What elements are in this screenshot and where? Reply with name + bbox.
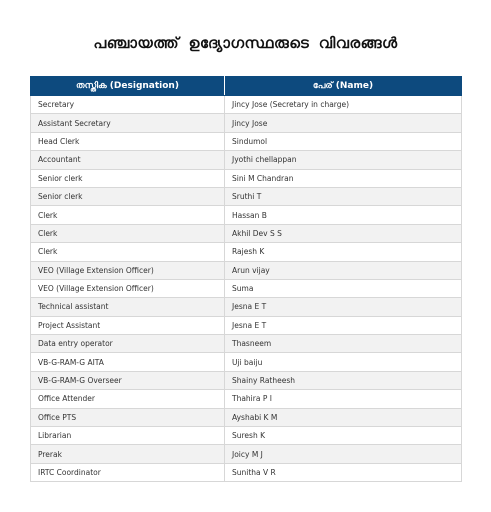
table-row <box>31 408 462 426</box>
name-cell: Jyothi chellappan <box>225 151 462 169</box>
table-row <box>31 243 462 261</box>
designation-cell: Librarian <box>31 427 225 445</box>
name-column-header: പേര് (Name) <box>225 77 462 96</box>
table-row <box>31 335 462 353</box>
name-cell: Rajesh K <box>225 243 462 261</box>
table-row <box>31 206 462 224</box>
table-row <box>31 261 462 279</box>
table-row <box>31 353 462 371</box>
designation-cell: Assistant Secretary <box>31 114 225 132</box>
name-cell: Jesna E T <box>225 298 462 316</box>
name-cell: Sini M Chandran <box>225 169 462 187</box>
table-row <box>31 463 462 481</box>
table-header <box>31 77 462 96</box>
table-row <box>31 114 462 132</box>
designation-cell: Head Clerk <box>31 132 225 150</box>
name-cell: Suma <box>225 279 462 297</box>
designation-cell: IRTC Coordinator <box>31 463 225 481</box>
name-cell: Jincy Jose <box>225 114 462 132</box>
table-row <box>31 169 462 187</box>
table-row <box>31 132 462 150</box>
staff-table <box>30 76 462 482</box>
name-cell: Thahira P I <box>225 390 462 408</box>
page-title: പഞ്ചായത്ത് ഉദ്യോഗസ്ഥരുടെ വിവരങ്ങൾ <box>93 34 398 52</box>
name-cell: Sunitha V R <box>225 463 462 481</box>
designation-cell: VEO (Village Extension Officer) <box>31 279 225 297</box>
name-cell: Jincy Jose (Secretary in charge) <box>225 96 462 114</box>
table-row <box>31 445 462 463</box>
designation-column-header: തസ്തിക (Designation) <box>31 77 225 96</box>
designation-cell: Prerak <box>31 445 225 463</box>
table-row <box>31 96 462 114</box>
table-row <box>31 151 462 169</box>
name-cell: Sruthi T <box>225 187 462 205</box>
table-row <box>31 298 462 316</box>
name-cell: Ayshabi K M <box>225 408 462 426</box>
designation-cell: Clerk <box>31 206 225 224</box>
table-row <box>31 224 462 242</box>
designation-cell: VB-G-RAM-G Overseer <box>31 371 225 389</box>
designation-cell: Project Assistant <box>31 316 225 334</box>
table-row <box>31 390 462 408</box>
name-cell: Uji baiju <box>225 353 462 371</box>
designation-cell: Office PTS <box>31 408 225 426</box>
designation-cell: Clerk <box>31 243 225 261</box>
table-body <box>31 96 462 482</box>
name-cell: Suresh K <box>225 427 462 445</box>
designation-cell: VB-G-RAM-G AITA <box>31 353 225 371</box>
designation-cell: VEO (Village Extension Officer) <box>31 261 225 279</box>
designation-cell: Senior clerk <box>31 187 225 205</box>
table-header-row <box>31 77 462 96</box>
name-cell: Joicy M J <box>225 445 462 463</box>
table-row <box>31 371 462 389</box>
table-row <box>31 279 462 297</box>
name-cell: Arun vijay <box>225 261 462 279</box>
name-cell: Shainy Ratheesh <box>225 371 462 389</box>
table-row <box>31 187 462 205</box>
designation-cell: Technical assistant <box>31 298 225 316</box>
designation-cell: Data entry operator <box>31 335 225 353</box>
designation-cell: Clerk <box>31 224 225 242</box>
designation-cell: Secretary <box>31 96 225 114</box>
name-cell: Sindumol <box>225 132 462 150</box>
designation-cell: Office Attender <box>31 390 225 408</box>
table-row <box>31 316 462 334</box>
designation-cell: Senior clerk <box>31 169 225 187</box>
name-cell: Akhil Dev S S <box>225 224 462 242</box>
name-cell: Hassan B <box>225 206 462 224</box>
designation-cell: Accountant <box>31 151 225 169</box>
table-row <box>31 427 462 445</box>
name-cell: Jesna E T <box>225 316 462 334</box>
name-cell: Thasneem <box>225 335 462 353</box>
